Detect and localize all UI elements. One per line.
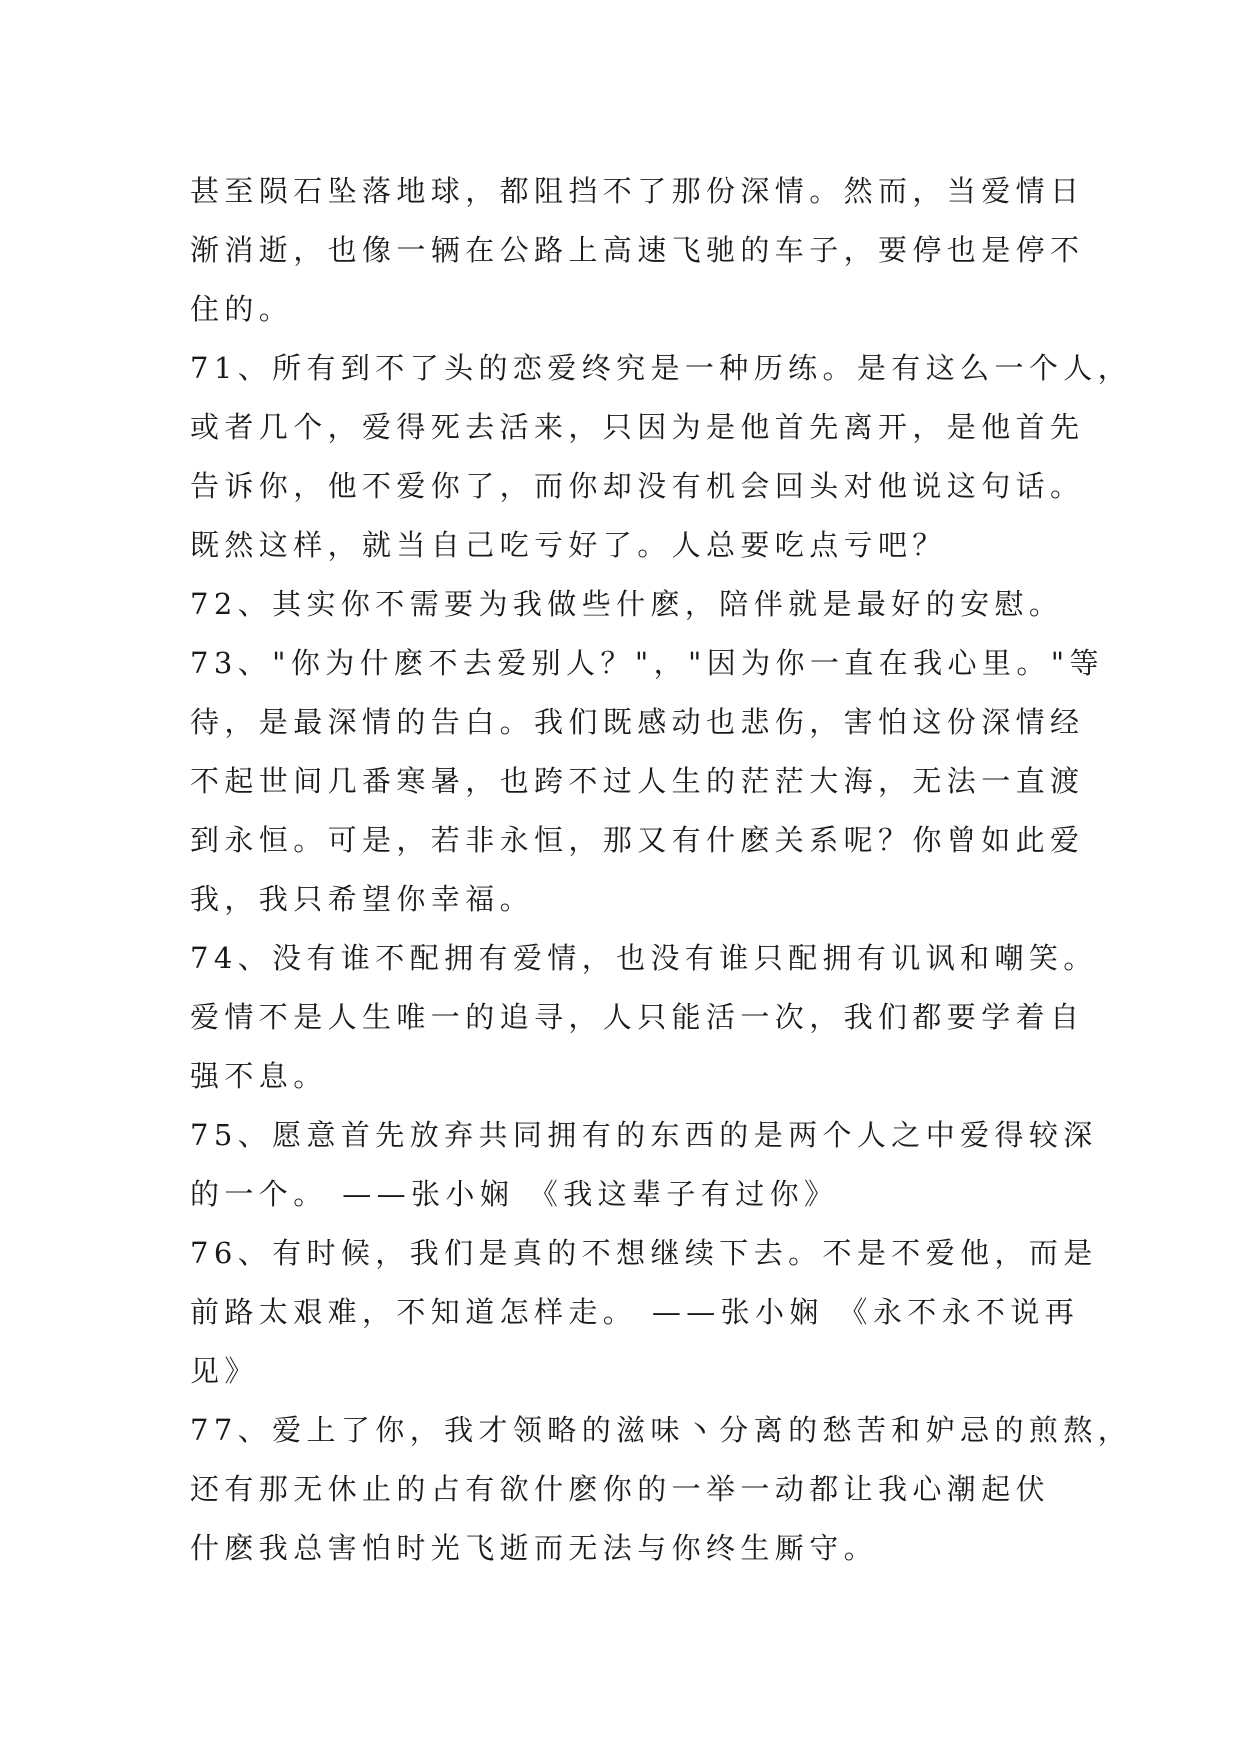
text-line: 前路太艰难，不知道怎样走。 ——张小娴 《永不永不说再 (190, 1295, 1080, 1329)
text-line: 甚至陨石坠落地球，都阻挡不了那份深情。然而，当爱情日 (190, 174, 1085, 208)
text-line: 渐消逝，也像一辆在公路上高速飞驰的车子，要停也是停不 (190, 233, 1085, 267)
text-line: 见》 (190, 1354, 259, 1388)
text-line: 强不息。 (190, 1059, 328, 1093)
text-line: 不起世间几番寒暑，也跨不过人生的茫茫大海，无法一直渡 (190, 764, 1085, 798)
text-line: 什麽我总害怕时光飞逝而无法与你终生厮守。 (190, 1531, 879, 1565)
text-line: 或者几个，爱得死去活来，只因为是他首先离开，是他首先 (190, 410, 1085, 444)
body-text (190, 162, 1133, 1578)
text-line: 74、没有谁不配拥有爱情，也没有谁只配拥有讥讽和嘲笑。 (190, 941, 1098, 975)
text-line: 爱情不是人生唯一的追寻，人只能活一次，我们都要学着自 (190, 1000, 1085, 1034)
text-line: 73、"你为什麽不去爱别人？"，"因为你一直在我心里。"等 (190, 646, 1104, 680)
text-line: 我，我只希望你幸福。 (190, 882, 535, 916)
text-line: 待，是最深情的告白。我们既感动也悲伤，害怕这份深情经 (190, 705, 1085, 739)
text-line: 的一个。 ——张小娴 《我这辈子有过你》 (190, 1177, 839, 1211)
text-line: 77、爱上了你，我才领略的滋味丶分离的愁苦和妒忌的煎熬， (190, 1413, 1133, 1447)
text-line: 既然这样，就当自己吃亏好了。人总要吃点亏吧？ (190, 528, 947, 562)
text-line: 住的。 (190, 292, 294, 326)
text-line: 72、其实你不需要为我做些什麽，陪伴就是最好的安慰。 (190, 587, 1064, 621)
text-line: 71、所有到不了头的恋爱终究是一种历练。是有这么一个人， (190, 351, 1133, 385)
text-line: 还有那无休止的占有欲什麽你的一举一动都让我心潮起伏 (190, 1472, 1051, 1506)
text-line: 告诉你，他不爱你了，而你却没有机会回头对他说这句话。 (190, 469, 1085, 503)
text-line: 到永恒。可是，若非永恒，那又有什麽关系呢？你曾如此爱 (190, 823, 1085, 857)
text-line: 75、愿意首先放弃共同拥有的东西的是两个人之中爱得较深 (190, 1118, 1098, 1152)
text-line: 76、有时候，我们是真的不想继续下去。不是不爱他，而是 (190, 1236, 1098, 1270)
